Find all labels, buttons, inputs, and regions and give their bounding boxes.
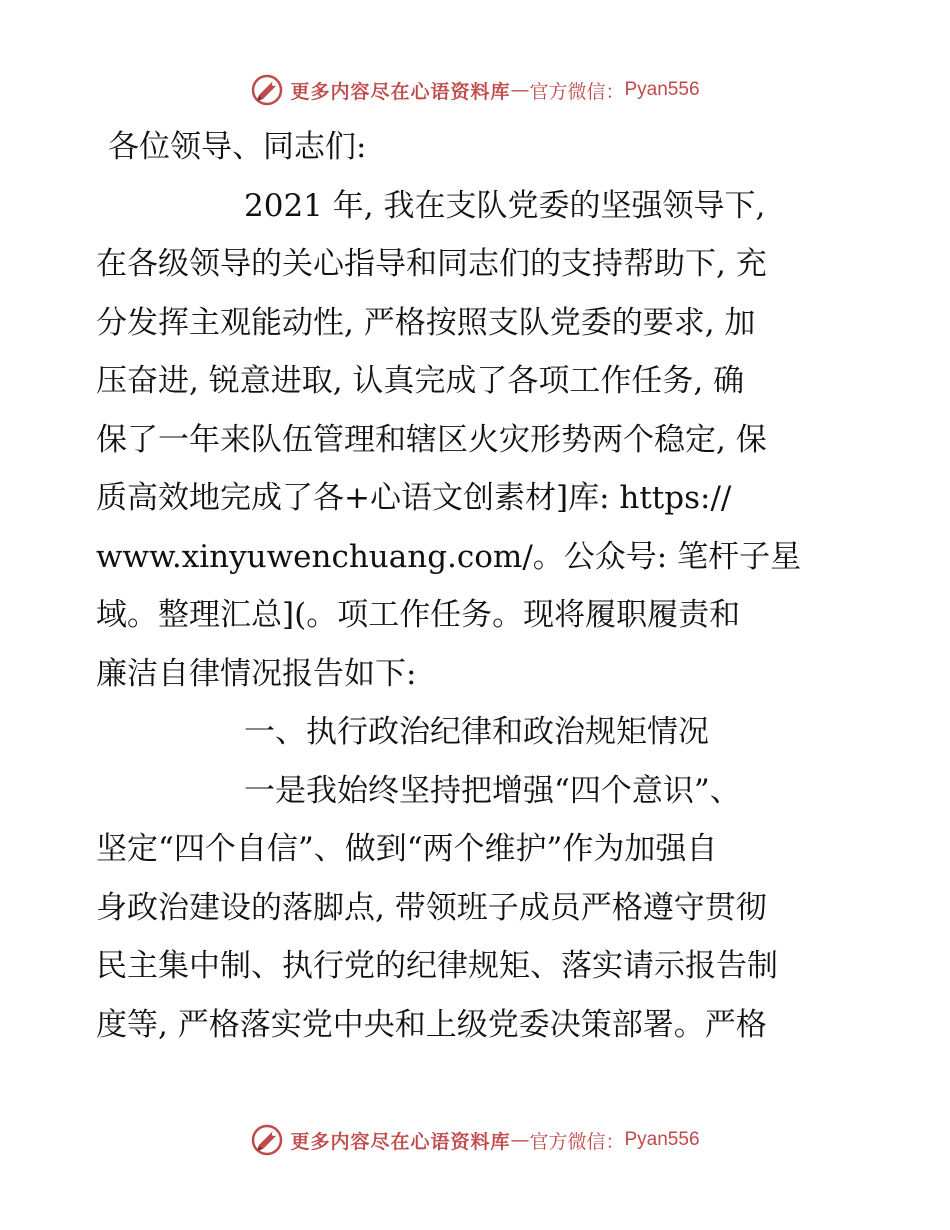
document-body [96,118,850,1054]
section-line: 度等, 严格落实党中央和上级党委决策部署。严格 [96,1006,767,1043]
paragraph-line: 质高效地完成了各+心语文创素材]库: https:// [96,480,732,516]
brand-logo-icon [250,73,284,107]
section-heading: 一、执行政治纪律和政治规矩情况 [244,714,709,750]
brand-text: 更多内容尽在心语资料库 [290,1130,511,1153]
greeting: 各位领导、同志们: [108,129,367,165]
official-label: 官方微信： [529,1130,625,1153]
section-line: 坚定“四个自信”、做到“两个维护”作为加强自 [96,831,718,867]
brand-separator: — [510,79,530,101]
wechat-id: Pyan556 [624,1129,700,1150]
brand-separator: — [510,1129,530,1151]
paragraph-line: 压奋进, 锐意进取, 认真完成了各项工作任务, 确 [96,363,745,399]
section-line: 一是我始终坚持把增强“四个意识”、 [244,772,741,809]
footer-watermark-banner [0,1120,950,1160]
section-line: 民主集中制、执行党的纪律规矩、落实请示报告制 [96,948,778,984]
brand-logo-icon [250,1123,284,1157]
paragraph-line: 在各级领导的关心指导和同志们的支持帮助下, 充 [96,246,767,282]
paragraph-line: 廉洁自律情况报告如下: [96,655,417,692]
paragraph-line: 域。整理汇总](。项工作任务。现将履职履责和 [96,597,741,633]
official-label: 官方微信： [529,80,625,103]
paragraph-line: www.xinyuwenchuang.com/。公众号: 笔杆子星 [96,538,802,575]
paragraph-line: 分发挥主观能动性, 严格按照支队党委的要求, 加 [96,304,756,341]
brand-text: 更多内容尽在心语资料库 [290,80,511,103]
wechat-id: Pyan556 [624,79,700,100]
paragraph-line: 2021 年, 我在支队党委的坚强领导下, [244,187,766,224]
header-watermark-banner [0,70,950,110]
section-line: 身政治建设的落脚点, 带领班子成员严格遵守贯彻 [96,889,767,926]
paragraph-line: 保了一年来队伍管理和辖区火灾形势两个稳定, 保 [96,421,767,458]
